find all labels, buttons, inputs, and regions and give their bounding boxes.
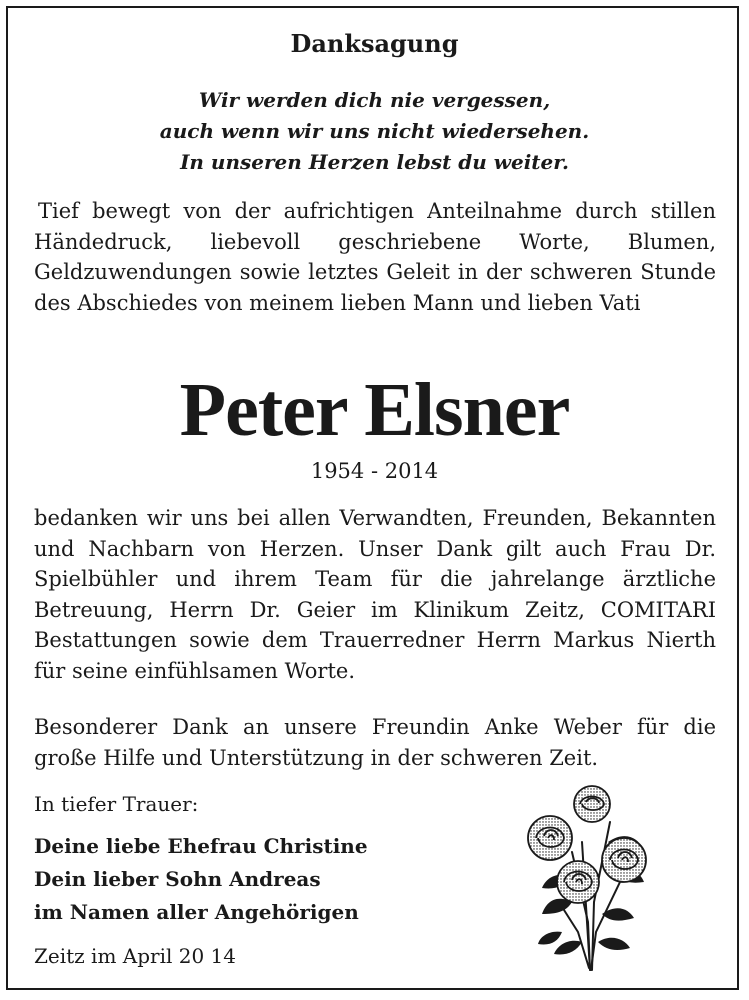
rose-bouquet-icon xyxy=(512,782,662,974)
family-line: Deine liebe Ehefrau Christine xyxy=(34,834,368,858)
motto-verse xyxy=(0,85,749,178)
mourning-label: In tiefer Trauer: xyxy=(34,792,199,816)
family-line: Dein lieber Sohn Andreas xyxy=(34,867,321,891)
notice-title: Danksagung xyxy=(290,29,459,58)
life-years: 1954 - 2014 xyxy=(310,459,439,483)
deceased-name: Peter Elsner xyxy=(179,368,570,452)
motto-line: auch wenn wir uns nicht wiedersehen. xyxy=(159,119,590,143)
intro-paragraph: Tief bewegt von der aufrichtigen Anteilnahme durch stillen Händedruck, liebevoll geschriebene Worte, Blumen, Geldzuwendungen sowie letztes Geleit in der schweren Stunde des Abschiedes von meinem lieben Mann und lieben Vati xyxy=(34,199,716,315)
place-date: Zeitz im April 20 14 xyxy=(34,944,236,968)
family-line: im Namen aller Angehörigen xyxy=(34,900,359,924)
family-signatures xyxy=(34,830,368,929)
motto-line: Wir werden dich nie vergessen, xyxy=(198,88,551,112)
thanks-paragraph: bedanken wir uns bei allen Verwandten, Freunden, Bekannten und Nachbarn von Herzen. Unser Dank gilt auch Frau Dr. Spielbühler und ihrem Team für die jahrelange ärztliche Betreuung, Herrn Dr. Geier im Klinikum Zeitz, COMITARI Bestattungen sowie dem Trauerredner Herrn Markus Nierth für seine einfühlsamen Worte. xyxy=(34,506,716,683)
special-thanks-paragraph: Besonderer Dank an unsere Freundin Anke Weber für die große Hilfe und Unterstützung in der schweren Zeit. xyxy=(34,715,716,770)
motto-line: In unseren Herzen lebst du weiter. xyxy=(180,150,569,174)
